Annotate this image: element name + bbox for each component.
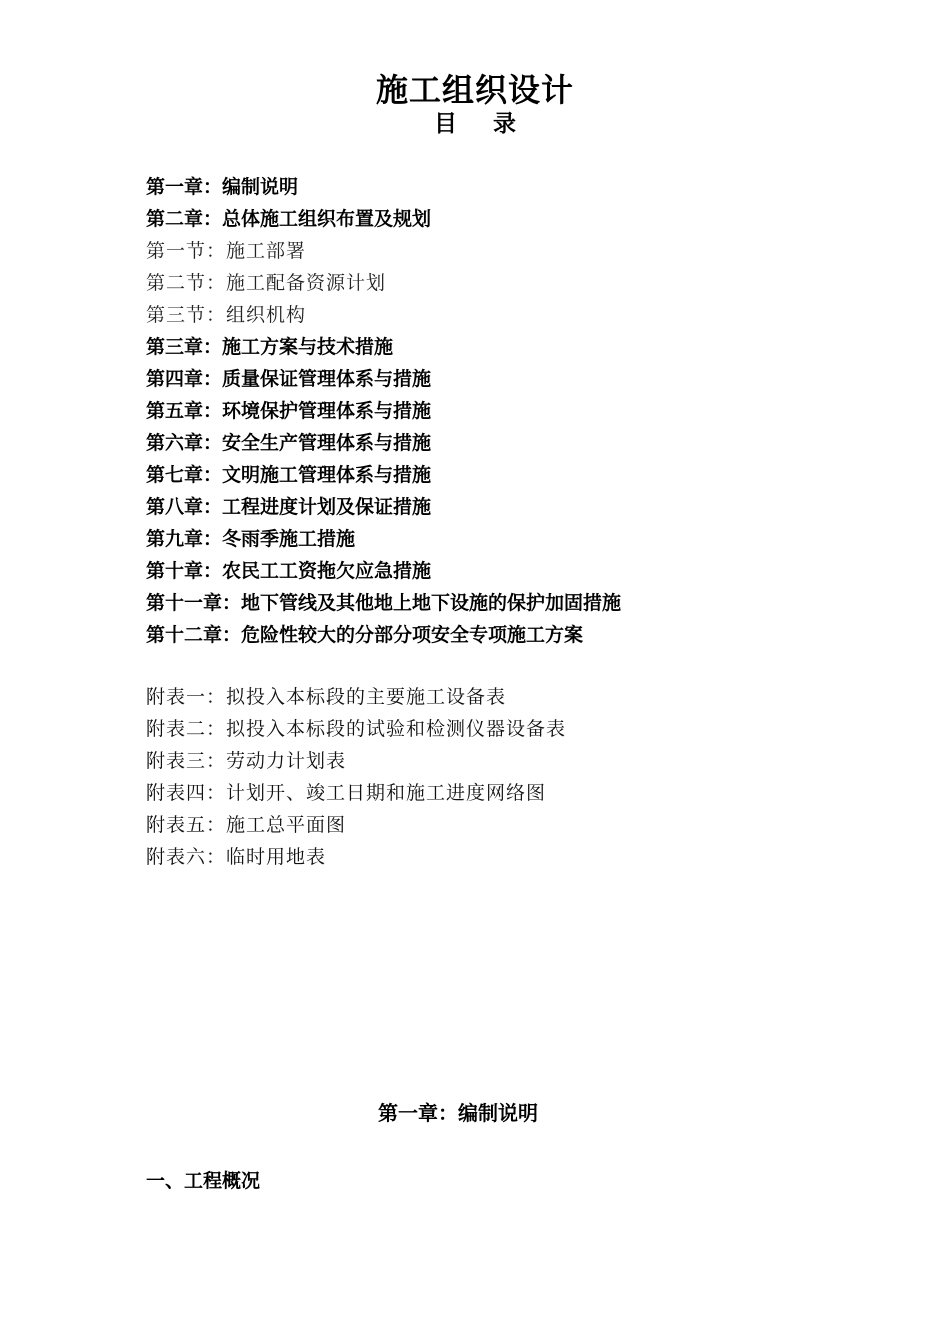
section-subheading: 一、工程概况 — [146, 1170, 261, 1192]
appendix-item-4[interactable]: 附表四：计划开、竣工日期和施工进度网络图 — [146, 782, 547, 804]
toc-chapter-12[interactable]: 第十二章：危险性较大的分部分项安全专项施工方案 — [146, 624, 584, 646]
table-of-contents — [146, 171, 621, 651]
toc-chapter-2[interactable]: 第二章：总体施工组织布置及规划 — [146, 208, 432, 230]
toc-section-1[interactable]: 第一节：施工部署 — [146, 240, 307, 262]
toc-chapter-6[interactable]: 第六章：安全生产管理体系与措施 — [146, 432, 432, 454]
appendix-item-2[interactable]: 附表二：拟投入本标段的试验和检测仪器设备表 — [146, 718, 567, 740]
toc-chapter-3[interactable]: 第三章：施工方案与技术措施 — [146, 336, 394, 358]
appendix-item-1[interactable]: 附表一：拟投入本标段的主要施工设备表 — [146, 686, 507, 708]
toc-chapter-5[interactable]: 第五章：环境保护管理体系与措施 — [146, 400, 432, 422]
toc-chapter-4[interactable]: 第四章：质量保证管理体系与措施 — [146, 368, 432, 390]
toc-heading: 目 录 — [433, 110, 530, 137]
chapter-heading: 第一章：编制说明 — [378, 1101, 538, 1125]
toc-chapter-10[interactable]: 第十章：农民工工资拖欠应急措施 — [146, 560, 432, 582]
appendix-item-3[interactable]: 附表三：劳动力计划表 — [146, 750, 347, 772]
appendix-list — [146, 681, 566, 873]
toc-section-2[interactable]: 第二节：施工配备资源计划 — [146, 272, 387, 294]
toc-chapter-9[interactable]: 第九章：冬雨季施工措施 — [146, 528, 356, 550]
toc-chapter-11[interactable]: 第十一章：地下管线及其他地上地下设施的保护加固措施 — [146, 592, 622, 614]
toc-chapter-1[interactable]: 第一章：编制说明 — [146, 176, 299, 198]
toc-section-3[interactable]: 第三节：组织机构 — [146, 304, 307, 326]
toc-chapter-8[interactable]: 第八章：工程进度计划及保证措施 — [146, 496, 432, 518]
appendix-item-5[interactable]: 附表五：施工总平面图 — [146, 814, 347, 836]
document-title: 施工组织设计 — [375, 71, 574, 109]
appendix-item-6[interactable]: 附表六：临时用地表 — [146, 846, 327, 868]
toc-chapter-7[interactable]: 第七章：文明施工管理体系与措施 — [146, 464, 432, 486]
